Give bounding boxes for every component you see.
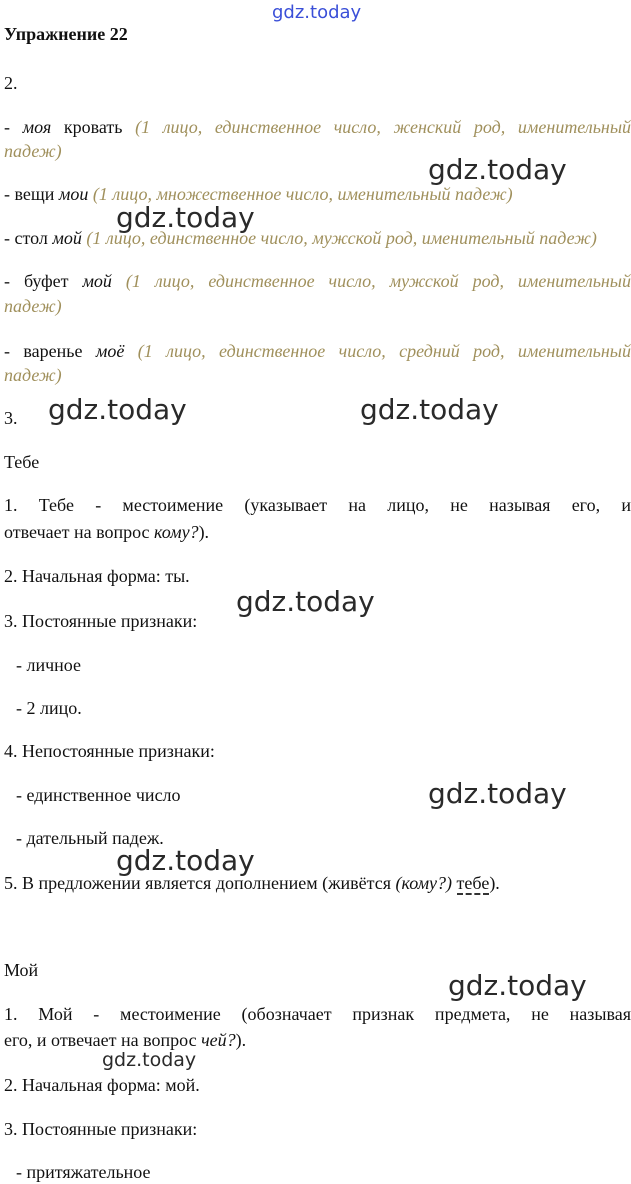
part3-number: 3.	[4, 408, 18, 428]
moy-line-1-cont: его, и отвечает на вопрос чей?).	[4, 1030, 247, 1050]
moy-line-2: 2. Начальная форма: мой.	[4, 1075, 200, 1095]
tebe-line-4a: - единственное число	[16, 785, 181, 805]
watermark-small: gdz.today	[102, 1049, 197, 1071]
moy-line-3a: - притяжательное	[16, 1162, 151, 1182]
watermark-top: gdz.today	[272, 2, 362, 23]
watermark: gdz.today	[428, 153, 567, 186]
moy-line-3: 3. Постоянные признаки:	[4, 1119, 198, 1139]
watermark: gdz.today	[360, 393, 499, 426]
part2-item-2: - вещи мои (1 лицо, множественное число, именительный падеж)	[4, 184, 513, 204]
part2-item-3: - стол мой (1 лицо, единственное число, мужской род, именительный падеж)	[4, 228, 597, 248]
part2-number: 2.	[4, 73, 18, 93]
tebe-line-1-cont: отвечает на вопрос кому?).	[4, 522, 210, 542]
tebe-line-2: 2. Начальная форма: ты.	[4, 566, 190, 586]
tebe-line-4: 4. Непостоянные признаки:	[4, 741, 215, 761]
moy-line-1: 1. Мой - местоимение (обозначает признак предмета, не называя	[4, 1004, 631, 1024]
part2-item-4: - буфет мой (1 лицо, единственное число, мужской род, именительный	[4, 271, 631, 291]
part2-item-5: - варенье моё (1 лицо, единственное число, средний род, именительный	[4, 341, 631, 361]
tebe-line-1: 1. Тебе - местоимение (указывает на лицо, не называя его, и	[4, 495, 631, 515]
tebe-line-3: 3. Постоянные признаки:	[4, 611, 198, 631]
watermark: gdz.today	[116, 844, 255, 877]
watermark: gdz.today	[116, 201, 255, 234]
watermark: gdz.today	[428, 777, 567, 810]
part2-item-1-cont: падеж)	[4, 141, 62, 161]
watermark: gdz.today	[48, 393, 187, 426]
tebe-line-4b: - дательный падеж.	[16, 828, 164, 848]
tebe-line-3a: - личное	[16, 655, 82, 675]
tebe-heading: Тебе	[4, 452, 40, 472]
part2-item-4-cont: падеж)	[4, 296, 62, 316]
part2-item-5-cont: падеж)	[4, 365, 62, 385]
watermark: gdz.today	[236, 585, 375, 618]
tebe-line-5: 5. В предложении является дополнением (живётся (кому?) тебе).	[4, 873, 500, 893]
part2-item-1: - моя кровать (1 лицо, единственное число, женский род, именительный	[4, 117, 631, 137]
moy-heading: Мой	[4, 960, 39, 980]
exercise-title: Упражнение 22	[4, 24, 128, 44]
tebe-line-3b: - 2 лицо.	[16, 698, 82, 718]
watermark: gdz.today	[448, 969, 587, 1002]
